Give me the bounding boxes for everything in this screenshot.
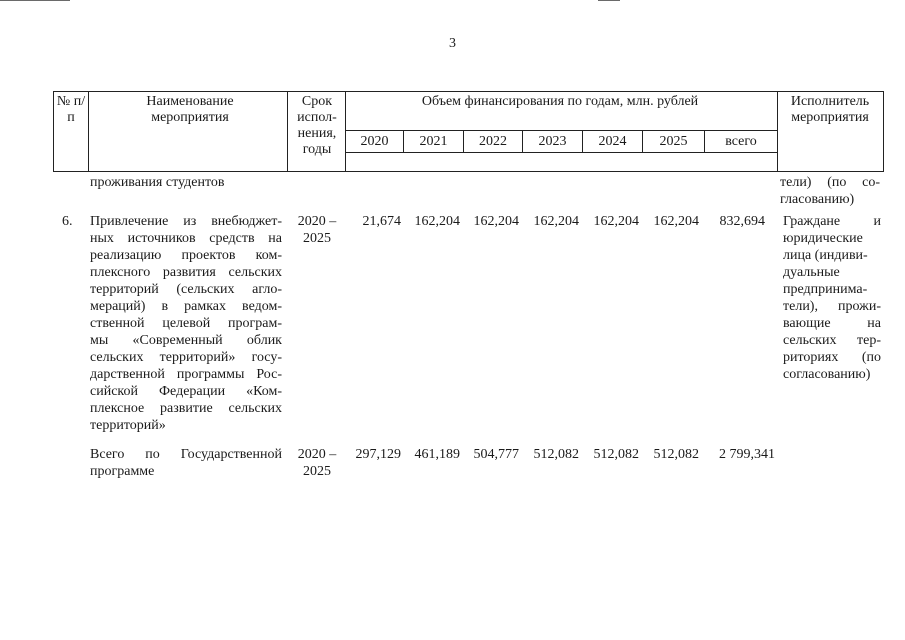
- page-number: 3: [449, 36, 456, 51]
- name-line: Привлечение из внебюджет-: [90, 214, 282, 229]
- header-name: Наименование мероприятия: [146, 94, 234, 125]
- name-line: дарственной программы Рос-: [90, 367, 282, 382]
- executor-line: Граждане и: [783, 214, 881, 229]
- name-line: территорий»: [90, 418, 166, 433]
- executor-line: предпринима-: [783, 282, 868, 297]
- executor-line: согласованию): [783, 367, 871, 382]
- header-executor: Исполнитель мероприятия: [790, 94, 870, 125]
- header-year-2021: 2021: [419, 134, 448, 149]
- total-value-2020: 297,129: [355, 447, 401, 462]
- total-term-line2: 2025: [303, 464, 331, 479]
- total-value-2025: 512,082: [653, 447, 699, 462]
- total-value-2024: 512,082: [593, 447, 639, 462]
- value-2020: 21,674: [362, 214, 401, 229]
- scan-mark-top-right: [598, 0, 620, 1]
- name-line: сельских территорий» госу-: [90, 350, 282, 365]
- name-line: сийской Федерации «Ком-: [90, 384, 282, 399]
- total-value-2021: 461,189: [414, 447, 460, 462]
- name-line: мы «Современный облик: [90, 333, 282, 348]
- header-number: № п/п: [56, 94, 86, 125]
- executor-line: юридические: [783, 231, 863, 246]
- value-2023: 162,204: [533, 214, 579, 229]
- header-year-2020: 2020: [360, 134, 389, 149]
- executor-line: вающие на: [783, 316, 881, 331]
- continuation-executor-line1: тели) (по со-: [780, 175, 880, 190]
- vline-left: [53, 91, 54, 172]
- vline-right: [883, 91, 884, 172]
- term-line2: 2025: [303, 231, 331, 246]
- executor-line: риториях (по: [783, 350, 881, 365]
- continuation-name: проживания студентов: [90, 175, 225, 190]
- header-year-2023: 2023: [538, 134, 567, 149]
- header-years-divider: [345, 130, 777, 131]
- total-name-line2: программе: [90, 464, 155, 479]
- vline-executor: [777, 91, 778, 172]
- total-value-2023: 512,082: [533, 447, 579, 462]
- name-line: ных источников средств на: [90, 231, 282, 246]
- header-year-2024: 2024: [598, 134, 627, 149]
- executor-line: лица (индиви-: [783, 248, 868, 263]
- total-term-line1: 2020 –: [297, 447, 337, 462]
- value-total: 832,694: [719, 214, 765, 229]
- name-line: территорий (сельских агло-: [90, 282, 282, 297]
- value-2021: 162,204: [414, 214, 460, 229]
- row-number: 6.: [62, 214, 73, 229]
- header-years-bottom: [345, 152, 777, 153]
- executor-line: сельских тер-: [783, 333, 881, 348]
- header-year-total: всего: [725, 134, 757, 149]
- value-2022: 162,204: [473, 214, 519, 229]
- name-line: ственной целевой програм-: [90, 316, 282, 331]
- header-term: Срок испол-нения, годы: [297, 94, 337, 157]
- value-2025: 162,204: [653, 214, 699, 229]
- name-line: плексного развития сельских: [90, 265, 282, 280]
- total-value-sum: 2 799,341: [719, 447, 775, 462]
- total-name-line1: Всего по Государственной: [90, 447, 282, 462]
- header-bottom-border: [53, 171, 883, 172]
- continuation-executor-line2: гласованию): [780, 192, 855, 207]
- name-line: реализацию проектов ком-: [90, 248, 282, 263]
- header-year-2022: 2022: [479, 134, 507, 149]
- name-line: плексное развитие сельских: [90, 401, 282, 416]
- scan-mark-top-left: [0, 0, 70, 1]
- total-value-2022: 504,777: [473, 447, 519, 462]
- header-funding: Объем финансирования по годам, млн. рублей: [421, 94, 699, 109]
- header-top-border: [53, 91, 883, 92]
- term-line1: 2020 –: [297, 214, 337, 229]
- executor-line: дуальные: [783, 265, 840, 280]
- name-line: мераций) в рамках ведом-: [90, 299, 282, 314]
- vline-no: [88, 91, 89, 172]
- vline-name: [287, 91, 288, 172]
- header-year-2025: 2025: [659, 134, 688, 149]
- value-2024: 162,204: [593, 214, 639, 229]
- executor-line: тели), прожи-: [783, 299, 881, 314]
- vline-term: [345, 91, 346, 172]
